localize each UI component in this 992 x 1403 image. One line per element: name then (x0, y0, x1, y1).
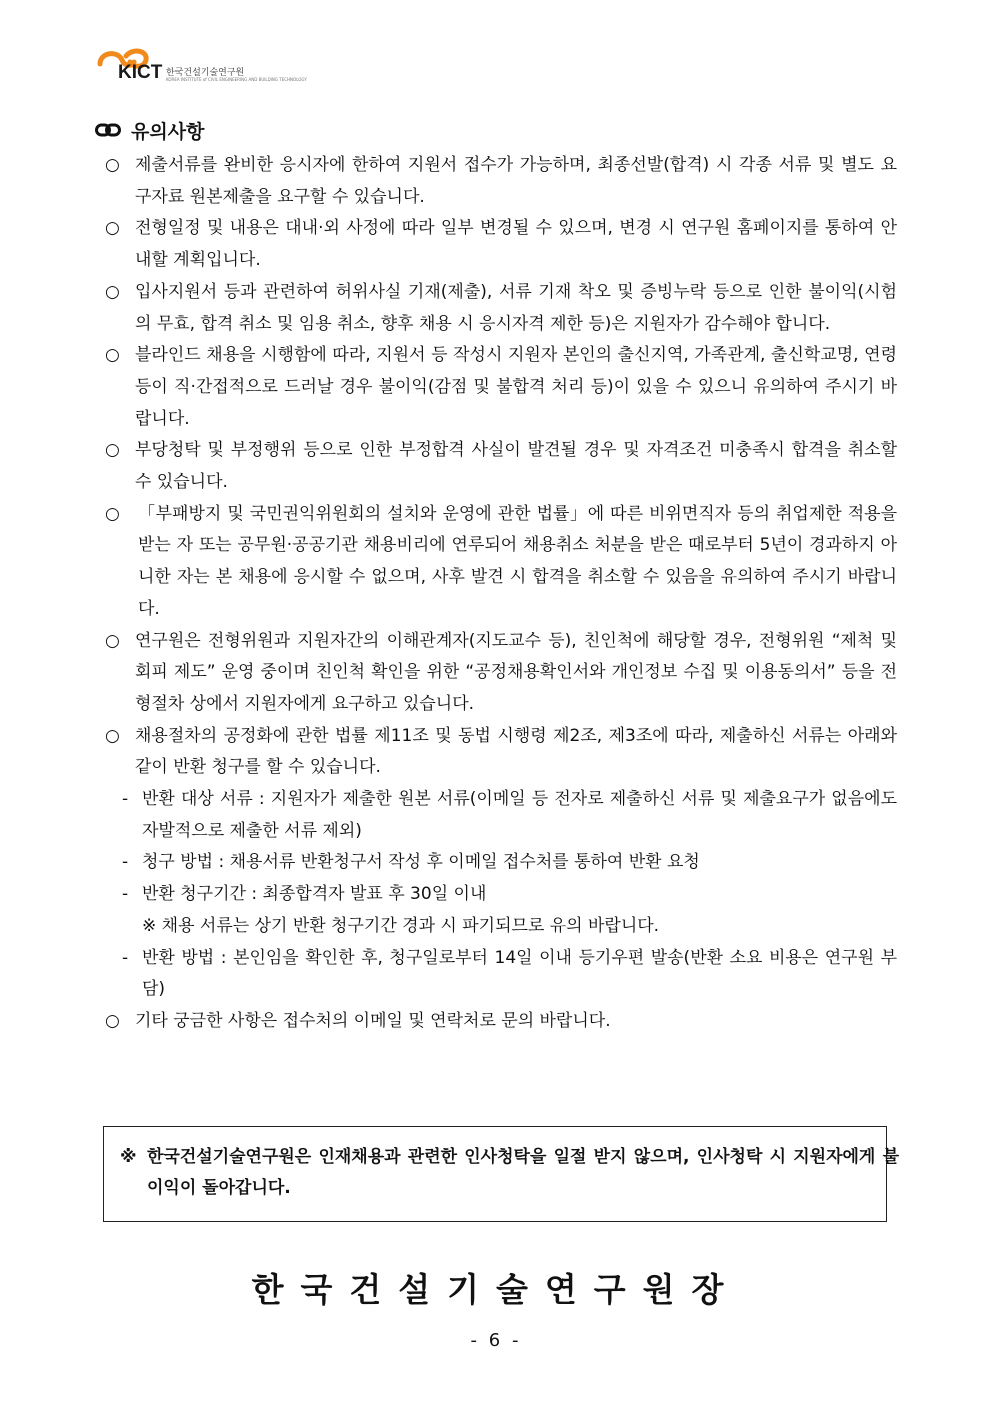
list-item: ○ 채용절차의 공정화에 관한 법률 제11조 및 동법 시행령 제2조, 제3조에 따라, 제출하신 서류는 아래와 같이 반환 청구를 할 수 있습니다. (105, 725, 897, 778)
notice-list (105, 150, 897, 1038)
signature: 한국건설기술연구원장 (251, 1270, 741, 1309)
kict-logo (96, 46, 307, 86)
sub-list-item: - 청구 방법 : 채용서류 반환청구서 작성 후 이메일 접수처를 통하여 반환 요청 (122, 852, 700, 873)
sub-list-item: - 반환 대상 서류 : 지원자가 제출한 원본 서류(이메일 등 전자로 제출하신 서류 및 제출요구가 없음에도 자발적으로 제출한 서류 제외) (122, 789, 897, 841)
notice-text: ※ 한국건설기술연구원은 인재채용과 관련한 인사청탁을 일절 받지 않으며, 인사청탁 시 지원자에게 불이익이 돌아갑니다. (120, 1147, 899, 1198)
list-item: ○ 「부패방지 및 국민권익위원회의 설치와 운영에 관한 법률」에 따른 비위면직자 등의 취업제한 적용을 받는 자 또는 공무원·공공기관 채용비리에 연루되어 채용취소 처분을 받은 때로부터 5년이 경과하지 아니한 자는 본 채용에 응시할 수 없으며, 사후 발견 시 합격을 취소할 수 있음을 유의하여 주시기 바랍니다. (105, 503, 897, 619)
logo-subtitle: 한국건설기술연구원 (166, 68, 245, 78)
link-icon (95, 122, 121, 138)
sub-list-item: - 반환 청구기간 : 최종합격자 발표 후 30일 이내 (122, 884, 487, 905)
section-heading (95, 116, 204, 144)
list-item: ○ 블라인드 채용을 시행함에 따라, 지원서 등 작성시 지원자 본인의 출신지역, 가족관계, 출신학교명, 연령 등이 직·간접적으로 드러날 경우 불이익(감점 및 불합격 처리 등)이 있을 수 있으니 유의하여 주시기 바랍니다. (105, 345, 897, 429)
section-title: 유의사항 (131, 120, 205, 143)
sub-list-item: - 반환 방법 : 본인임을 확인한 후, 청구일로부터 14일 이내 등기우편 발송(반환 소요 비용은 연구원 부담) (122, 947, 897, 1000)
logo-text: KICT (118, 62, 163, 83)
notice-box (103, 1126, 899, 1222)
list-item: ○ 기타 궁금한 사항은 접수처의 이메일 및 연락처로 문의 바랍니다. (105, 1010, 611, 1031)
list-item: ○ 입사지원서 등과 관련하여 허위사실 기재(제출), 서류 기재 착오 및 증빙누락 등으로 인한 불이익(시험의 무효, 합격 취소 및 임용 취소, 향후 채용 시 응시자격 제한 등)은 지원자가 감수해야 합니다. (105, 281, 897, 334)
list-item: ○ 전형일정 및 내용은 대내·외 사정에 따라 일부 변경될 수 있으며, 변경 시 연구원 홈페이지를 통하여 안내할 계획입니다. (105, 218, 897, 271)
list-item: ○ 제출서류를 완비한 응시자에 한하여 지원서 접수가 가능하며, 최종선발(합격) 시 각종 서류 및 별도 요구자료 원본제출을 요구할 수 있습니다. (105, 155, 897, 207)
list-item: ○ 연구원은 전형위원과 지원자간의 이해관계자(지도교수 등), 친인척에 해당할 경우, 전형위원 “제척 및 회피 제도” 운영 중이며 친인척 확인을 위한 “공정채용확인서와 개인정보 수집 및 이용동의서” 등을 전형절차 상에서 지원자에게 요구하고 있습니다. (105, 630, 897, 714)
sub-list-note: ※ 채용 서류는 상기 반환 청구기간 경과 시 파기되므로 유의 바랍니다. (142, 915, 660, 936)
logo-subtitle-en: KOREA INSTITUTE of CIVIL ENGINEERING AND BUILDING TECHNOLOGY (166, 77, 307, 82)
list-item: ○ 부당청탁 및 부정행위 등으로 인한 부정합격 사실이 발견될 경우 및 자격조건 미충족시 합격을 취소할 수 있습니다. (105, 440, 897, 493)
page-number: - 6 - (470, 1330, 522, 1351)
